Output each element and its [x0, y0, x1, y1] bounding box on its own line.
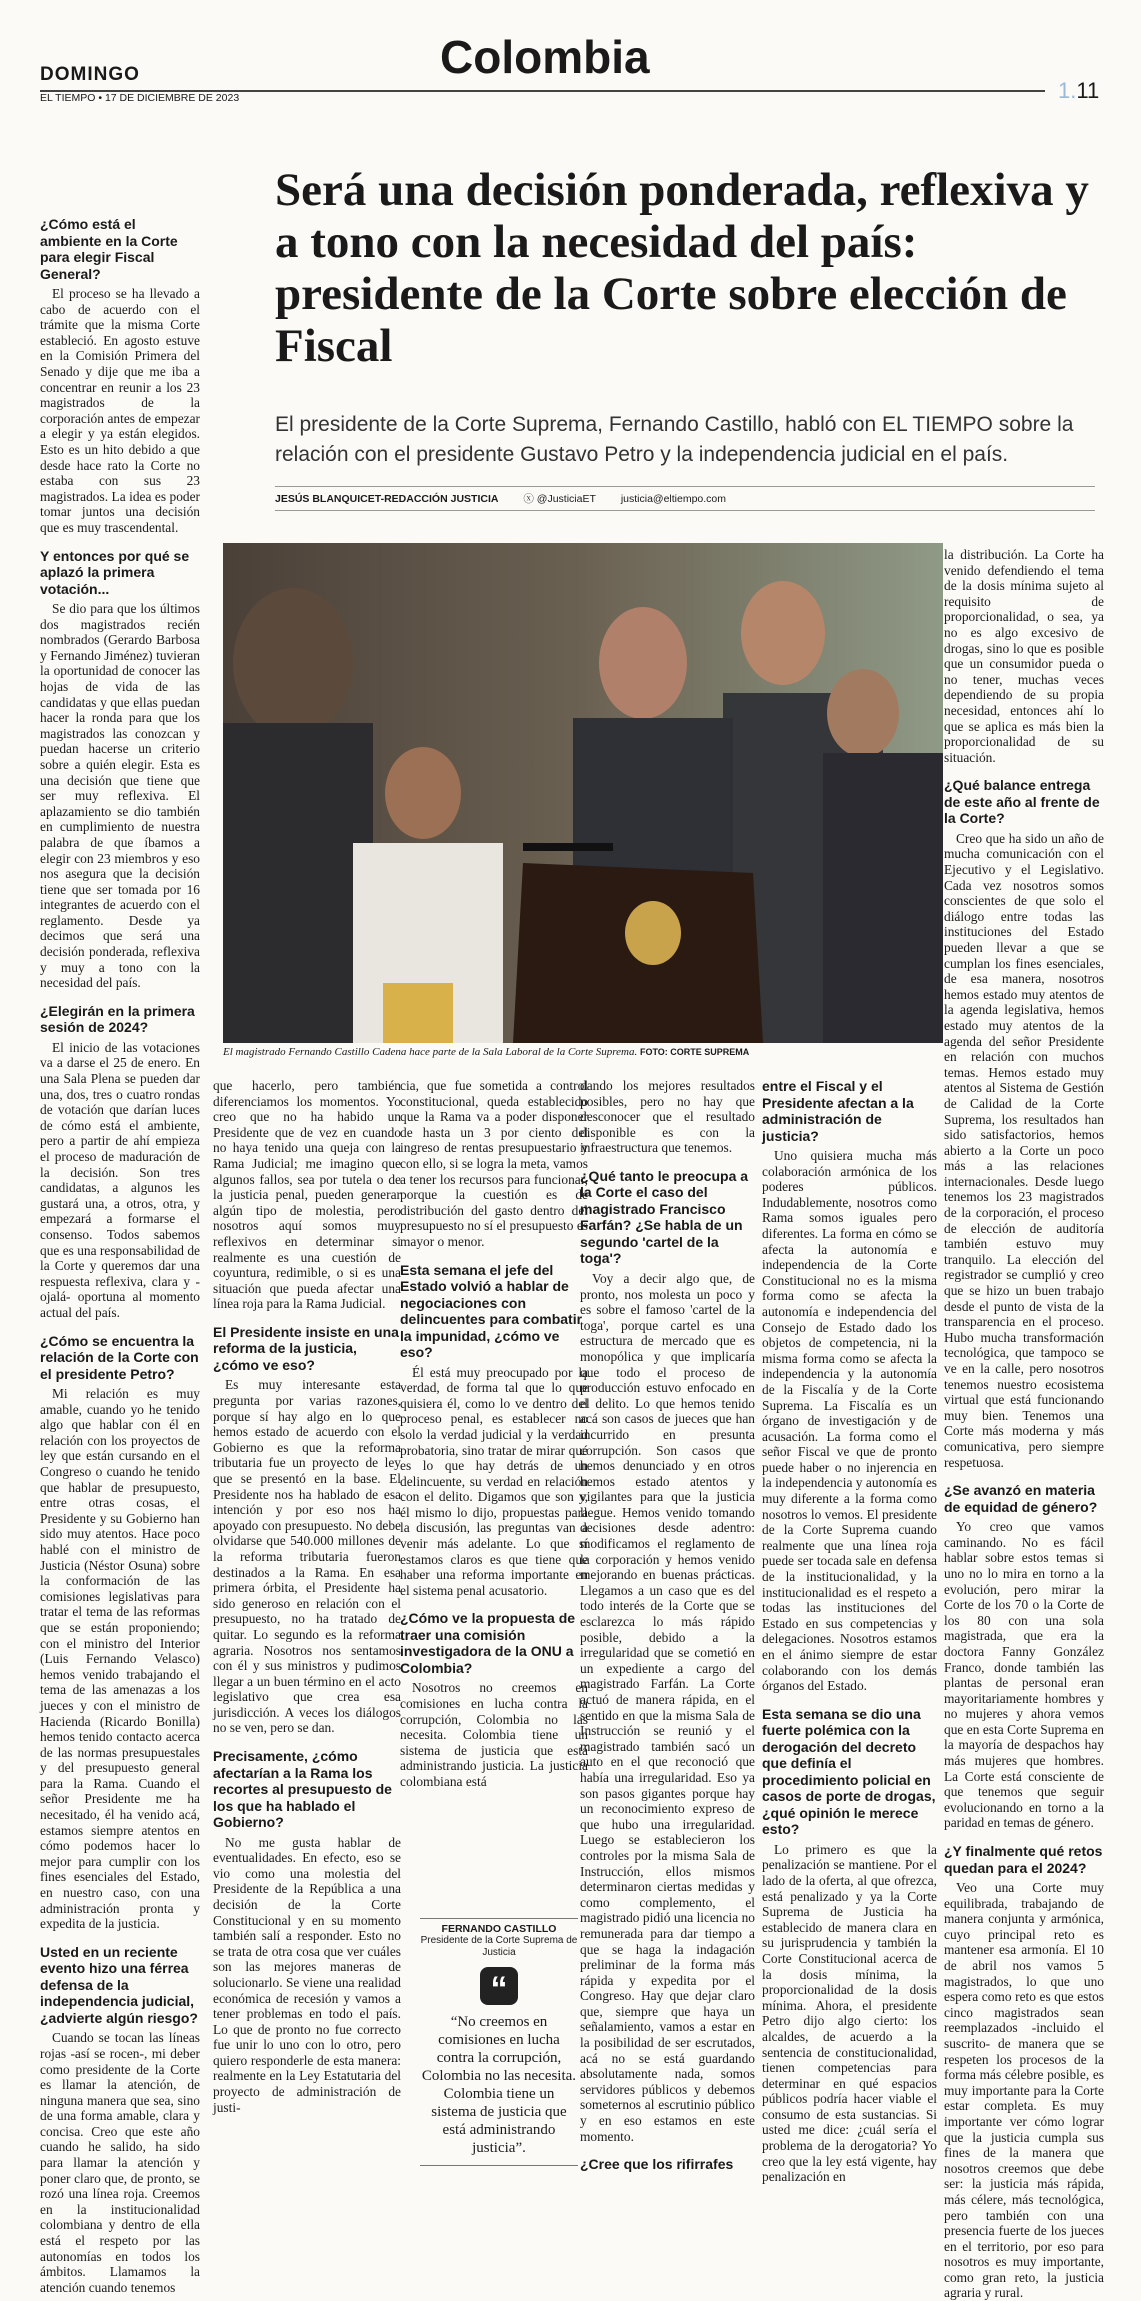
- answer-paragraph: Voy a decir algo que, de pronto, nos molesta un poco y es sobre el famoso 'cartel de la toga', porque cartel es una estructura de mercado que es monopólica y que implicaría que todo el proceso de producción estuvo enfocado en el delito. Lo que hemos tenido acá son casos de jueces que han incurrido en presunta corrupción. Son casos que hemos denunciado y en otros hemos estado atentos y vigilantes para que la justicia llegue. Hemos venido tomando decisiones desde adentro: modificamos el reglamento de la corporación y hemos venido mejorando en buenas prácticas. Llegamos a un caso que es del todo interés de la Corte que se esclarezca lo más rápido posible, debido a la irregularidad que se cometió en un expediente a cargo del magistrado Farfán. La Corte actuó de manera rápida, en el sentido en que la misma Sala de Instrucción se reunió y el magistrado también sacó un auto en el que reconoció que había una irregularidad. Eso ya son pasos gigantes porque hay un reconocimiento expreso de que hubo una irregularidad. Luego se establecieron los controles por la misma Sala de Instrucción, ellos mismos determinaron ciertas medidas y como complemento, el magistrado pidió una licencia no remunerada para dar tiempo a que se haga la indagación preliminar de la forma más rápida y expedita por el Congreso. Hay que dejar claro que, siempre que haya un señalamiento, vamos a estar en la posibilidad de ser escrutados, acá no se está guardando absolutamente nada, somos servidores públicos y debemos someternos al escrutinio público y en eso estamos en este momento.: [580, 1270, 755, 2144]
- question-heading: ¿Cómo está el ambiente en la Corte para elegir Fiscal General?: [40, 216, 178, 282]
- quote-name: FERNANDO CASTILLO: [420, 1918, 578, 1935]
- answer-paragraph: Yo creo que vamos caminando. No es fácil hablar sobre estos temas si uno no lo mira en torno a la evolución, pero mirar la Corte de los 70 o la Corte de los 80 con una sola magistrada, que era la doctora Fanny González Franco, donde también las plantas de personal eran mayoritariamente hombres y no mujeres y ahora vemos que en esta Corte Suprema en la mayoría de despachos hay más mujeres que hombres. La Corte está consciente de que tenemos que seguir evolucionando en torno a la paridad en temas de género.: [944, 1519, 1104, 1831]
- quote-rule: [420, 2165, 578, 2166]
- byline: [275, 486, 1095, 511]
- page-number-prefix: 1.: [1058, 78, 1077, 103]
- answer-paragraph: El inicio de las votaciones va a darse el 25 de enero. En una Sala Plena se pueden dar una, dos, tres o cuatro rondas de votación que darían luces de cómo está el ambiente, pero a partir de ahí empieza el proceso de maduración de la decisión. Son tres candidatas, a algunos les gustará una, a otros, otra, y empezará a formarse el consenso. Todos sabemos que es una responsabilidad de la Corte y queremos dar una respuesta reflexiva, clara y -ojalá- oportuna al momento actual del país.: [40, 1039, 200, 1320]
- quote-role: Presidente de la Corte Suprema de Justicia: [420, 1935, 578, 1958]
- question-heading: Y entonces por qué se aplazó la primera votación...: [40, 547, 190, 597]
- answer-paragraph: Él está muy preocupado por la verdad, de forma tal que lo que quisiera él, como lo ve dentro del proceso penal, es establecer no solo la verdad judicial y la verdad probatoria, sino tratar de mirar qué es lo que hay detrás de un delincuente, su verdad en relación con el delito. Digamos que son y, él mismo lo dijo, propuestas para la discusión, las preguntas van a venir más adelante. Lo que sí estamos claros es que tiene que haber una reforma importante en el sistema penal acusatorio.: [400, 1364, 588, 1598]
- answer-paragraph: El proceso se ha llevado a cabo de acuerdo con el trámite que la misma Corte estableció. En agosto estuve en la Comisión Primera del Senado y dije que me iba a concentrar en reunir a los 23 magistrados de la corporación antes de empezar a elegir y ya están elegidos. Esto es un hito debido a que desde hace rato la Corte no estaba con sus 23 magistrados. La idea es poder tomar juntos una decisión que es muy trascendental.: [40, 286, 200, 535]
- answer-paragraph: Uno quisiera mucha más colaboración armónica de los poderes públicos. Indudablemente, nosotros como Rama somos iguales pero diferentes. La forma en cómo se afecta la autonomía e independencia de la Corte Constitucional no es la misma forma como se afecta la autonomía e independencia del Consejo de Estado dado los objetos de competencia, ni la misma forma como se afecta la independencia y la autonomía de la Fiscalía y de la Corte Suprema. La Fiscalía es un órgano de investigación y de acusación. La forma como el señor Fiscal ve que de pronto puede haber o no injerencia en la independencia y autonomía es muy diferente a la forma como nosotros lo vemos. El presidente de la Corte Suprema cuando realmente que una línea roja puede ser tocada sale en defensa de la institucionalidad, y la institucionalidad es el respeto a todas las instituciones del Estado en sus competencias y delegaciones. Nosotros estamos en el ánimo siempre de estar colaborando con los demás órganos del Estado.: [762, 1148, 937, 1694]
- byline-email[interactable]: justicia@eltiempo.com: [620, 493, 727, 505]
- question-heading: ¿Cómo ve la propuesta de traer una comisión investigadora de la ONU a Colombia?: [400, 1610, 576, 1676]
- text-column-4: [580, 1078, 755, 2177]
- edition-day: DOMINGO: [40, 64, 140, 85]
- caption-credit: FOTO: CORTE SUPREMA: [639, 1047, 750, 1057]
- question-heading: ¿Elegirán en la primera sesión de 2024?: [40, 1002, 195, 1036]
- photo-illustration: [223, 543, 943, 1043]
- page-number-value: 11: [1076, 78, 1100, 103]
- text-column-6: [944, 547, 1104, 2301]
- pull-quote: [420, 1918, 578, 2166]
- question-heading: ¿Qué tanto le preocupa a la Corte el caso del magistrado Francisco Farfán? ¿Se habla de un segundo 'cartel de la toga'?: [580, 1167, 749, 1267]
- question-heading: El Presidente insiste en una reforma de la justicia, ¿cómo ve eso?: [213, 1323, 399, 1373]
- question-heading: Esta semana el jefe del Estado volvió a hablar de negociaciones con delincuentes para combatir la impunidad, ¿cómo ve eso?: [400, 1261, 583, 1361]
- quote-mark-icon: “: [480, 1967, 518, 2005]
- answer-paragraph: Mi relación es muy amable, cuando yo he tenido algo que hablar con él en relación con los proyectos de ley que están cursando en el Congreso o cuando he tenido que hablar de presupuesto, entre otras cosas, el Presidente y su Gobierno han sido muy atentos. Hace poco hablé con el ministro de Justicia (Néstor Osuna) sobre la conformación de las comisiones legislativas para tratar el tema de las reformas que se están proponiendo; con el ministro del Interior (Luis Fernando Velasco) hemos venido trabajando el tema de las amenazas a los jueces y con el ministro de Hacienda (Ricardo Bonilla) hemos tenido contacto acerca de las normas presupuestales y del presupuesto general para la Rama. Cuando el señor Presidente me ha necesitado, él ha venido acá, estamos siempre atentos en cómo podemos hacer lo mejor para cumplir con los fines esenciales del Estado, en nuestro caso, con una administración pronta y expedita de la justicia.: [40, 1386, 200, 1932]
- question-heading: entre el Fiscal y el Presidente afectan a la administración de justicia?: [762, 1078, 914, 1144]
- photo-caption: [223, 1046, 943, 1058]
- text-column-3: [400, 1078, 588, 1790]
- answer-paragraph: No me gusta hablar de eventualidades. En efecto, eso se vio como una molestia del Presidente de la República a una decisión de la Corte Constitucional y en su momento también salí a responder. Esto no se trata de otra cosa que ver cuáles son las mejores maneras de solucionarlo. Se viene una realidad económica de recesión y vamos a tener problemas en todo el país. Lo que de pronto no fue correcto fue unir lo uno con lo otro, pero quiero responderle de esta manera: realmente en la Ley Estatutaria del proyecto de administración de justi-: [213, 1834, 401, 2115]
- answer-paragraph: Se dio para que los últimos dos magistrados recién nombrados (Gerardo Barbosa y Fernando Jiménez) tuvieran la oportunidad de conocer las hojas de vida de las candidatas y que ellas puedan hacer la ronda para que los magistrados las conozcan y puedan hacerse un criterio sobre a quién elegir. Esta es una decisión que tiene que ser muy reflexiva. El aplazamiento se dio también en cumplimiento de nuestra palabra de que íbamos a elegir con 23 miembros y eso nos asegura que la decisión tiene que ser tomada por 16 integrantes de acuerdo con el reglamento. Desde ya decimos que será una decisión ponderada, reflexiva y muy a tono con la necesidad del país.: [40, 601, 200, 991]
- answer-paragraph: la distribución. La Corte ha venido defendiendo el tema de la dosis mínima sujeto al requisito de proporcionalidad, o sea, ya no es algo excesivo de drogas, sino lo que es posible que un consumidor pueda o no tener, muchas veces dependiendo de su propia necesidad, entonces ahí lo que se aplica es más bien la proporcionalidad de su situación.: [944, 547, 1104, 765]
- text-column-5: [762, 1078, 937, 2185]
- edition-date: EL TIEMPO • 17 DE DICIEMBRE DE 2023: [40, 92, 240, 104]
- byline-author: JESÚS BLANQUICET-REDACCIÓN JUSTICIA: [275, 493, 499, 505]
- article-headline: Será una decisión ponderada, reflexiva y a tono con la necesidad del país: presidente de la Corte sobre elección de Fiscal: [275, 164, 1089, 372]
- answer-paragraph: cia, que fue sometida a control constitucional, queda establecido que la Rama va a poder disponer de hasta un 3 por ciento del ingreso de rentas presupuestario y con ello, si se logra la meta, vamos a tener los recursos para funcionar, porque la cuestión es de distribución del gasto dentro del presupuesto no sí el presupuesto es mayor o menor.: [400, 1078, 588, 1249]
- answer-paragraph: Nosotros no creemos en comisiones en lucha contra la corrupción, Colombia no las necesita. Colombia tiene un sistema de justicia que está administrando justicia. La justicia colombiana está: [400, 1680, 588, 1789]
- question-heading: Esta semana se dio una fuerte polémica con la derogación del decreto que definía el procedimiento policial en casos de porte de drogas, ¿qué opinión le merece esto?: [762, 1705, 936, 1838]
- answer-paragraph: Cuando se tocan las líneas rojas -así se rocen-, mi deber como presidente de la Corte es llamar la atención, de ninguna manera que sea, sino de una forma amable, clara y concisa. Creo que este año cuando he salido, ha sido para llamar la atención y poner claro que, de pronto, se rozó una línea roja. Creemos en la institucionalidad colombiana y dentro de ella está el respeto por las autonomías en todos los ámbitos. Llamamos la atención cuando tenemos: [40, 2030, 200, 2295]
- page-number: [1058, 78, 1099, 104]
- question-heading: ¿Cómo se encuentra la relación de la Corte con el presidente Petro?: [40, 1332, 199, 1382]
- answer-paragraph: dando los mejores resultados posibles, pero no hay que desconocer que el resultado disponible es con la infraestructura que tenemos.: [580, 1078, 755, 1156]
- question-heading: Precisamente, ¿cómo afectarían a la Rama los recortes al presupuesto de los que ha hablado el Gobierno?: [213, 1748, 392, 1831]
- article-photo: [223, 543, 943, 1043]
- question-heading: ¿Se avanzó en materia de equidad de género?: [944, 1482, 1098, 1515]
- question-heading: ¿Y finalmente qué retos quedan para el 2024?: [944, 1843, 1103, 1876]
- caption-text: El magistrado Fernando Castillo Cadena hace parte de la Sala Laboral de la Corte Suprema.: [223, 1046, 638, 1058]
- question-heading: ¿Cree que los rifirrafes: [580, 2156, 734, 2173]
- quote-text: “No creemos en comisiones en lucha contra la corrupción, Colombia no las necesita. Colombia tiene un sistema de justicia que está administrando justicia”.: [421, 2014, 577, 2156]
- text-column-2: [213, 1078, 401, 2115]
- answer-paragraph: Creo que ha sido un año de mucha comunicación con el Ejecutivo y el Legislativo. Cada vez nosotros somos conscientes de que solo el diálogo entre todas las instituciones del Estado pueden llevar a que se cumplan los fines esenciales, de esa manera, nosotros hemos estado muy atentos de la agenda legislativa, hemos estado muy atentos de la agenda del señor Presidente en relación con muchos temas. Hemos estado muy atentos al Sistema de Gestión de Calidad de la Corte Suprema, los resultados han sido satisfactorios, hemos abierto a la Corte un poco más a las relaciones internacionales. Desde luego tenemos los 23 magistrados de la corporación, el proceso de elección de auditoría también estuvo muy tranquilo. La elección del registrador se cumplió y creo que se hizo un buen trabajo desde el punto de vista de la transparencia en el proceso. Hubo mucha transformación tecnológica, que tampoco se ve en la calle, pero nosotros tenemos nuestro ecosistema virtual que está funcionando muy bien. Tenemos una Corte más moderna y más comunicativa, pero siempre respetuosa.: [944, 830, 1104, 1470]
- section-title: Colombia: [440, 31, 650, 83]
- question-heading: Usted en un reciente evento hizo una férrea defensa de la independencia judicial, ¿advierte algún riesgo?: [40, 1943, 198, 2026]
- article-deck: El presidente de la Corte Suprema, Fernando Castillo, habló con EL TIEMPO sobre la relación con el presidente Gustavo Petro y la independencia judicial en el país.: [275, 413, 1074, 466]
- answer-paragraph: Es muy interesante esta pregunta por varias razones, porque sí hay algo en lo que hemos estado de acuerdo con el Gobierno es que la reforma tributaria fue un proyecto de ley que se presentó en la base. El Presidente nos ha hablado de esa intención y por eso nos ha apoyado con presupuesto. No debe olvidarse que 540.000 millones de la reforma tributaria fueron destinados a la Rama. En esa primera órbita, el Presidente ha sido generoso en relación con el presupuesto, no ha tratado de quitar. Lo segundo es la reforma agraria. Nosotros nos sentamos con él y sus ministros y pudimos llegar a un buen término en el acto legislativo que crea esa jurisdicción. A veces los diálogos no se ven, pero se dan.: [213, 1377, 401, 1736]
- answer-paragraph: que hacerlo, pero también diferenciamos los momentos. Yo creo que no ha habido un Presidente que de vez en cuando no haya tenido una queja con la Rama Judicial; me imagino que algunos fallos, sea por tutela o de la justicia penal, pueden generar algún tipo de molestia, pero nosotros aquí somos muy reflexivos en determinar si realmente es una cuestión de coyuntura, redimible, o si es una situación que pueda afectar una línea roja para la Rama Judicial.: [213, 1078, 401, 1312]
- byline-handle[interactable]: ⓧ @JusticiaET: [523, 493, 596, 505]
- question-heading: ¿Qué balance entrega de este año al frente de la Corte?: [944, 777, 1100, 827]
- answer-paragraph: Lo primero es que la penalización se mantiene. Por el lado de la oferta, al que ofrezca, está penalizado y ya la Corte Suprema de Justicia ha establecido de manera clara en su jurisprudencia y también la Corte Constitucional acerca de la dosis mínima, la proporcionalidad de la dosis mínima. Ahora, el presidente Petro dijo algo cierto: los alcaldes, de acuerdo a la sentencia de constitucionalidad, tienen competencias para determinar en qué espacios públicos podría hacer viable el consumo de esta sustancias. Si usted me dice: ¿cuál sería el problema de la derogatoria? Yo creo que la ley está vigente, hay penalización en: [762, 1841, 937, 2185]
- answer-paragraph: Veo una Corte muy equilibrada, trabajando de manera conjunta y armónica, cuyo principal reto es mantener esa armonía. El 10 de abril nos vamos 5 magistrados, lo que uno espera como reto es que estos cinco magistrados sean reemplazados -incluido el suscrito- de manera que se respeten los procesos de la forma más célebre posible, es muy importante para la Corte estar completa. Es muy importante ver cómo lograr que la justicia cumpla sus fines de la manera que nosotros creemos que debe ser: la justicia más rápida, más célere, más tecnológica, pero también con una presencia fuerte de los jueces en el territorio, por eso para nosotros es muy importante, como gran reto, la justicia agraria y rural.: [944, 1880, 1104, 2301]
- text-column-1: [40, 216, 200, 2295]
